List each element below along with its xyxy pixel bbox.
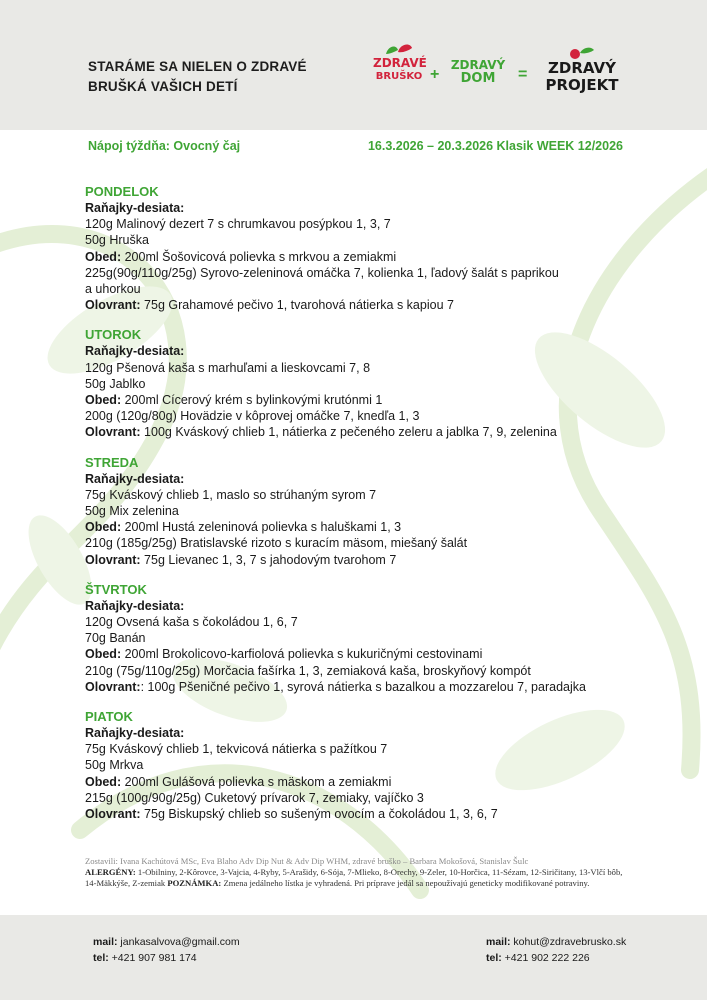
day-name: ŠTVRTOK xyxy=(85,581,147,597)
day-name: PONDELOK xyxy=(85,184,159,199)
day-block xyxy=(85,184,645,313)
snack xyxy=(85,552,645,568)
lunch-soup xyxy=(85,392,645,408)
contact-right-mail: mail: kohut@zdravebrusko.sk xyxy=(486,936,627,948)
drink-of-week: Nápoj týždňa: Ovocný čaj xyxy=(88,139,241,153)
snack-text: : 100g Pšeničné pečivo 1, syrová nátierka s bazalkou a mozzarelou 7, paradajka xyxy=(140,679,586,694)
week-dates: 16.3.2026 – 20.3.2026 Klasik WEEK 12/2026 xyxy=(367,139,623,153)
lunch-label: Obed: xyxy=(85,393,122,408)
breakfast-item: 120g Malinový dezert 7 s chrumkavou posýpkou 1, 3, 7 xyxy=(85,217,391,232)
lunch-soup-text: 200ml Hustá zeleninová polievka s haluškami 1, 3 xyxy=(121,520,402,535)
lunch-soup-text: 200ml Brokolicovo-karfiolová polievka s kukuričnými cestovinami xyxy=(121,647,483,662)
slogan-line-1: STARÁME SA NIELEN O ZDRAVÉ xyxy=(88,59,307,74)
snack xyxy=(85,806,645,822)
leaf-icon xyxy=(382,42,416,56)
snack-label: Olovrant: xyxy=(85,679,141,694)
breakfast-item: 50g Hruška xyxy=(85,233,149,248)
lunch-label: Obed: xyxy=(85,774,122,789)
lunch-main: 210g (185g/25g) Bratislavské rizoto s kuracím mäsom, miešaný šalát xyxy=(85,536,468,551)
day-name: UTOROK xyxy=(85,327,142,343)
lunch-main: a uhorkou xyxy=(85,282,141,297)
lunch-soup xyxy=(85,519,645,535)
breakfast-item: 75g Kváskový chlieb 1, tekvicová nátierka s pažítkou 7 xyxy=(85,742,388,757)
lunch-label: Obed: xyxy=(85,647,122,662)
apple-icon xyxy=(566,46,596,60)
snack-text: 75g Biskupský chlieb so sušeným ovocím a čokoládou 1, 3, 6, 7 xyxy=(140,807,498,822)
breakfast-label: Raňajky-desiata: xyxy=(85,598,185,613)
contact-left-tel: tel: +421 907 981 174 xyxy=(93,952,197,964)
snack-label: Olovrant: xyxy=(85,552,141,567)
logo-zdravy-dom: ZDRAVÝ DOM xyxy=(450,58,506,86)
lunch-main: 225g(90g/110g/25g) Syrovo-zeleninová omáčka 7, kolienka 1, ľadový šalát s paprikou xyxy=(85,265,559,280)
breakfast-item: 50g Jablko xyxy=(85,376,146,391)
breakfast-item: 75g Kváskový chlieb 1, maslo so strúhaným syrom 7 xyxy=(85,487,377,502)
breakfast-label: Raňajky-desiata: xyxy=(85,726,185,741)
breakfast-item: 120g Ovsená kaša s čokoládou 1, 6, 7 xyxy=(85,615,298,630)
logo-zdravy-projekt: ZDRAVÝ PROJEKT xyxy=(545,59,619,94)
authors: Zostavili: Ivana Kachútová MSc, Eva Blaho Adv Dip Nut & Adv Dip WHM, zdravé bruško – Barbara Mokošová, Stanislav Šulc xyxy=(85,856,529,866)
lunch-main: 200g (120g/80g) Hovädzie v kôprovej omáčke 7, knedľa 1, 3 xyxy=(85,409,420,424)
slogan xyxy=(88,57,307,97)
snack-text: 100g Kváskový chlieb 1, nátierka z pečeného zeleru a jablka 7, 9, zelenina xyxy=(140,425,557,440)
logo-zdrave-brusko: ZDRAVÉ BRUŠKO xyxy=(373,56,427,82)
lunch-label: Obed: xyxy=(85,520,122,535)
plus-sign: + xyxy=(430,66,440,83)
partner-logos xyxy=(370,46,630,104)
contact-left xyxy=(93,934,240,966)
snack-label: Olovrant: xyxy=(85,298,141,313)
breakfast-label: Raňajky-desiata: xyxy=(85,201,185,215)
snack xyxy=(85,297,645,313)
breakfast-label: Raňajky-desiata: xyxy=(85,344,185,359)
lunch-main: 210g (75g/110g/25g) Morčacia fašírka 1, 3, zemiaková kaša, broskyňový kompót xyxy=(85,663,531,678)
day-name: STREDA xyxy=(85,454,139,470)
equals-sign: = xyxy=(518,66,528,83)
lunch-soup-text: 200ml Šošovicová polievka s mrkvou a zemiakmi xyxy=(121,249,397,264)
lunch-main: 215g (100g/90g/25g) Cuketový prívarok 7, zemiaky, vajíčko 3 xyxy=(85,790,424,805)
breakfast-item: 50g Mrkva xyxy=(85,758,144,773)
day-block xyxy=(85,709,645,822)
lunch-soup xyxy=(85,774,645,790)
lunch-soup-text: 200ml Cícerový krém s bylinkovými krutónmi 1 xyxy=(121,393,383,408)
weekly-menu xyxy=(85,184,645,836)
breakfast-item: 70g Banán xyxy=(85,631,146,646)
contact-right-tel: tel: +421 902 222 226 xyxy=(486,952,590,964)
breakfast-item: 50g Mix zelenina xyxy=(85,504,179,519)
snack-label: Olovrant: xyxy=(85,425,141,440)
contact-left-mail: mail: jankasalvova@gmail.com xyxy=(93,936,240,948)
allergens-note: ALERGÉNY: 1-Obilniny, 2-Kôrovce, 3-Vajcia, 4-Ryby, 5-Arašidy, 6-Sója, 7-Mlieko, 8-Orechy, 9-Zeler, 10-Horčica, 11-Sézam, 12-Siričitany, 13-Vlčí bôb, 14-Mäkkýše, Z-zemiak POZNÁMKA: Zmena jedálneho lístka je vyhradená. Pri príprave jedál sa nepoužívajú geneticky modifikované potraviny. xyxy=(85,867,623,888)
lunch-soup xyxy=(85,646,645,662)
breakfast-label: Raňajky-desiata: xyxy=(85,471,185,486)
snack-text: 75g Lievanec 1, 3, 7 s jahodovým tvarohom 7 xyxy=(140,552,397,567)
contact-right xyxy=(486,934,626,966)
slogan-line-2: BRUŠKÁ VAŠICH DETÍ xyxy=(88,79,238,94)
snack xyxy=(85,679,645,695)
lunch-soup-text: 200ml Gulášová polievka s mäskom a zemiakmi xyxy=(121,774,392,789)
lunch-label: Obed: xyxy=(85,249,122,264)
day-block xyxy=(85,582,645,695)
lunch-soup xyxy=(85,249,645,265)
day-name: PIATOK xyxy=(85,709,133,725)
snack xyxy=(85,424,645,440)
snack-label: Olovrant: xyxy=(85,807,141,822)
day-block xyxy=(85,327,645,440)
breakfast-item: 120g Pšenová kaša s marhuľami a lieskovcami 7, 8 xyxy=(85,360,371,375)
footnote xyxy=(85,856,625,889)
day-block xyxy=(85,455,645,568)
snack-text: 75g Grahamové pečivo 1, tvarohová nátierka s kapiou 7 xyxy=(140,298,454,313)
